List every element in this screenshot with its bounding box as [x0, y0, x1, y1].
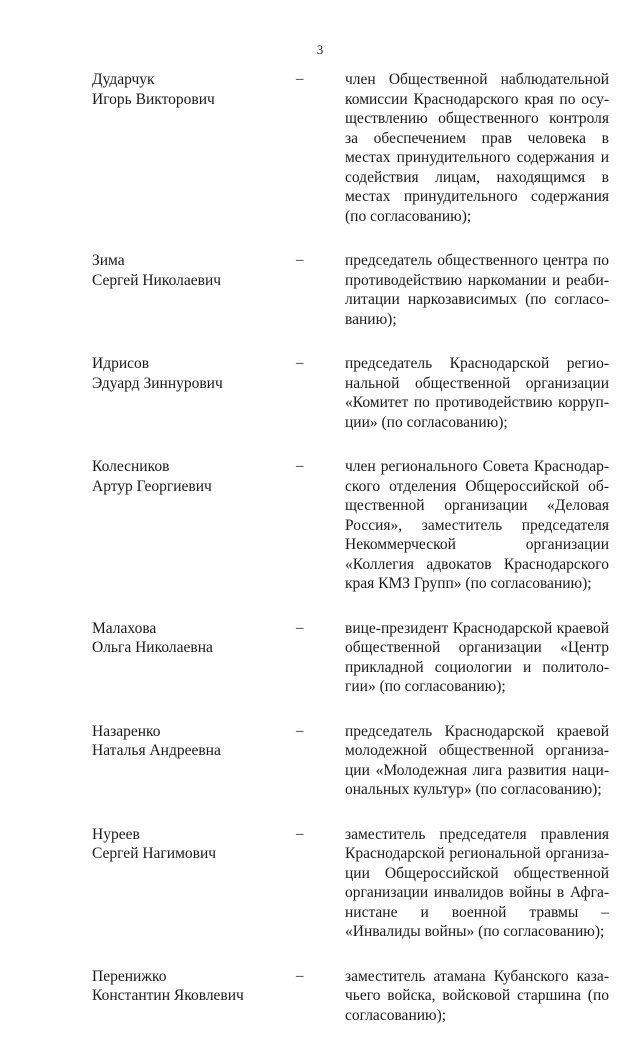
member-entry-perenizhko: [0, 967, 640, 1026]
separator-dash: –: [296, 355, 304, 371]
member-entry-idrisov: [0, 354, 640, 432]
member-name: [92, 967, 292, 1006]
member-given-name: Сергей Нагимович: [92, 845, 217, 862]
member-surname: Зима: [92, 252, 125, 269]
member-entry-malakhova: [0, 619, 640, 697]
member-description: вице-президент Краснодарской краевой общественной организации «Центр прикладной социологии и политологии» (по согласованию);: [345, 619, 609, 695]
member-description: заместитель председателя правления Краснодарской региональной организации Общероссийской общественной организации инвалидов войны в Афганистане и военной травмы – «Инвалиды войны» (по согласованию);: [345, 825, 609, 940]
member-surname: Дударчук: [92, 71, 155, 88]
separator-dash: –: [296, 252, 304, 268]
separator-dash: –: [296, 825, 304, 842]
member-given-name: Игорь Викторович: [92, 90, 215, 108]
member-given-name: Сергей Николаевич: [92, 271, 222, 289]
member-entry-zima: [0, 251, 640, 329]
member-name: [92, 457, 292, 496]
member-description: заместитель атамана Кубанского казачьего войска, войсковой старшина (по согласованию);: [345, 967, 609, 1024]
member-given-name: Константин Яковлевич: [92, 987, 244, 1004]
member-name: [92, 619, 292, 658]
member-given-name: Наталья Андреевна: [92, 742, 221, 759]
member-description: член Общественной наблюдательной комиссии Краснодарского края по осуществлению общественного контроля за обеспечением прав человека в местах принудительного содержания и содействия лицам, находящимся в местах принудительного содержания (по согласованию);: [345, 71, 609, 225]
member-given-name: Эдуард Зиннурович: [92, 374, 223, 392]
member-entry-kolesnikov: [0, 457, 640, 594]
member-surname: Назаренко: [92, 722, 161, 740]
member-name: [92, 70, 292, 109]
member-description: председатель Краснодарской краевой молодежной общественной организации «Молодежная лига развития национальных культур» (по согласованию);: [345, 722, 609, 798]
member-name: [92, 354, 292, 393]
member-entry-dudarchuk: [0, 70, 640, 226]
separator-dash: –: [296, 71, 304, 87]
member-description: председатель общественного центра по противодействию наркомании и реабилитации наркозависимых (по согласованию);: [345, 252, 609, 328]
member-surname: Малахова: [92, 619, 157, 637]
separator-dash: –: [296, 619, 304, 636]
member-surname: Нуреев: [92, 825, 140, 843]
member-surname: Колесников: [92, 458, 170, 475]
member-given-name: Артур Георгиевич: [92, 477, 212, 495]
member-name: [92, 251, 292, 290]
member-given-name: Ольга Николаевна: [92, 639, 213, 656]
member-entry-nureev: [0, 825, 640, 942]
member-description: председатель Краснодарской региональной общественной организации «Комитет по противодействию коррупции» (по согласованию);: [345, 355, 609, 431]
member-entry-nazarenko: [0, 722, 640, 800]
member-surname: Перенижко: [92, 967, 167, 985]
separator-dash: –: [296, 722, 304, 739]
member-list: [0, 70, 640, 1050]
separator-dash: –: [296, 967, 304, 984]
member-name: [92, 825, 292, 864]
page-number: 3: [316, 42, 324, 57]
member-surname: Идрисов: [92, 355, 150, 372]
separator-dash: –: [296, 458, 304, 474]
member-description: член регионального Совета Краснодарского отделения Общероссийской общественной организации «Деловая Россия», заместитель председателя Некоммерческой организации «Коллегия адвокатов Краснодарского края КМЗ Групп» (по согласованию);: [345, 458, 609, 592]
member-name: [92, 722, 292, 761]
